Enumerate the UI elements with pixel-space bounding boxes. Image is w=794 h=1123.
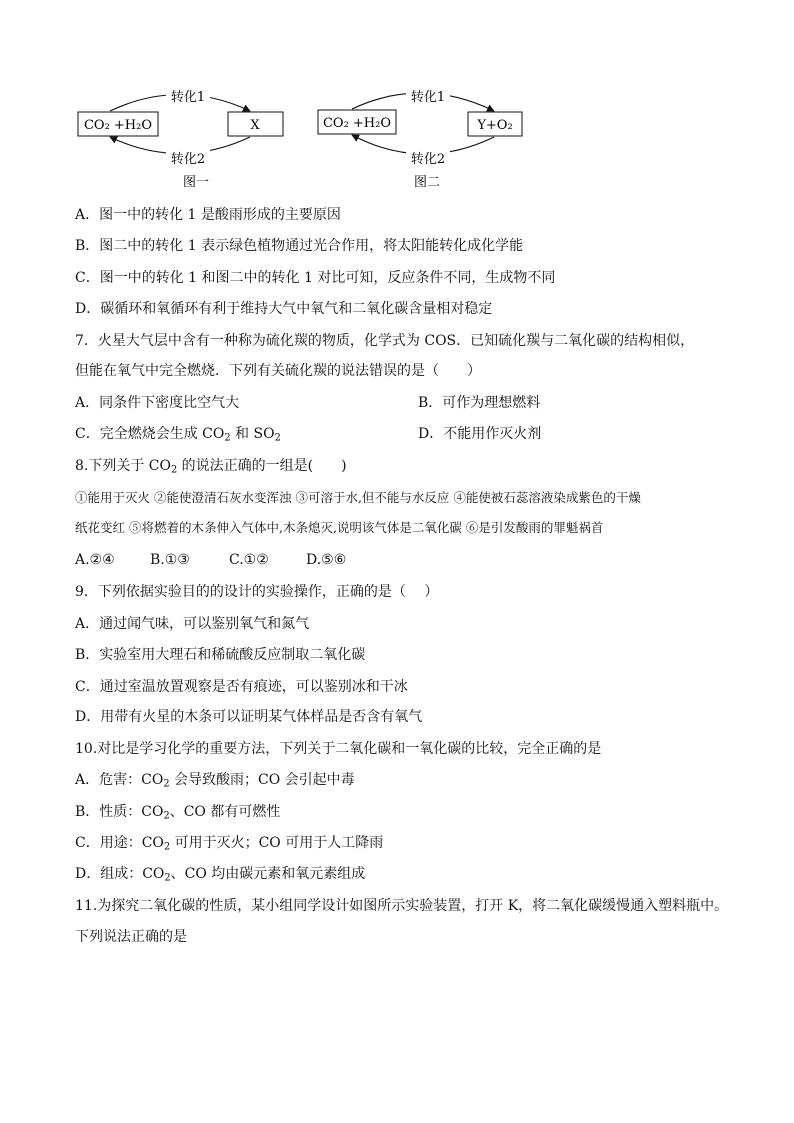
q9-option-a: A．通过闻气味，可以鉴别氧气和氮气	[75, 616, 310, 632]
q7-stem-line-1: 7．火星大气层中含有一种称为硫化羰的物质，化学式为 COS．已知硫化羰与二氧化碳的结构相似，	[75, 333, 695, 349]
fig2-arrow-bottom-label: 转化2	[410, 152, 446, 167]
q11-stem-line-2: 下列说法正确的是	[75, 929, 187, 945]
q8-stem: 8.下列关于 $CO_2$ 的说法正确的一组是( )	[75, 458, 347, 476]
fig2-arrow-top-label: 转化1	[410, 90, 446, 105]
fig1-caption: 图一	[182, 175, 210, 190]
q8-option-a: A.②④	[75, 552, 115, 568]
carbon-oxygen-cycle-diagrams	[70, 84, 550, 194]
q10-option-b: B．性质：$CO_2$、CO 都有可燃性	[75, 804, 281, 822]
fig1-arrow-top-label: 转化1	[170, 90, 206, 105]
q6-option-a: A．图一中的转化 1 是酸雨形成的主要原因	[75, 207, 341, 223]
q8-statements-line-2: 纸花变红 ⑤将燃着的木条伸入气体中,木条熄灭,说明该气体是二氧化碳 ⑥是引发酸雨的罪魁祸首	[75, 520, 604, 535]
q8-option-c: C.①②	[229, 552, 269, 568]
q7-option-b: B．可作为理想燃料	[418, 395, 541, 411]
fig1-arrow-bottom-label: 转化2	[170, 152, 206, 167]
figure-1	[78, 87, 283, 190]
fig2-left-box-label: CO₂ +H₂O	[322, 116, 392, 131]
q9-stem: 9．下列依据实验目的的设计的实验操作，正确的是（ ）	[75, 584, 439, 600]
q7-option-d: D．不能用作灭火剂	[418, 426, 542, 442]
fig2-caption: 图二	[413, 175, 441, 190]
q7-stem-line-2: 但能在氧气中完全燃烧．下列有关硫化羰的说法错误的是（ ）	[75, 363, 481, 379]
q6-option-b: B．图二中的转化 1 表示绿色植物通过光合作用，将太阳能转化成化学能	[75, 238, 524, 254]
q8-option-b: B.①③	[150, 552, 190, 568]
q9-option-b: B．实验室用大理石和稀硫酸反应制取二氧化碳	[75, 647, 366, 663]
q7-option-a: A．同条件下密度比空气大	[75, 395, 240, 411]
q10-stem: 10.对比是学习化学的重要方法，下列关于二氧化碳和一氧化碳的比较，完全正确的是	[75, 741, 602, 757]
fig2-right-box-label: Y+O₂	[477, 118, 513, 133]
q7-option-c: C．完全燃烧会生成 $CO_2$ 和 $SO_2$	[75, 426, 281, 444]
q8-option-d: D.⑤⑥	[306, 552, 347, 568]
q11-stem-line-1: 11.为探究二氧化碳的性质，某小组同学设计如图所示实验装置，打开 K，将二氧化碳缓慢通入塑料瓶中。	[75, 898, 729, 914]
q6-option-c: C．图一中的转化 1 和图二中的转化 1 对比可知，反应条件不同，生成物不同	[75, 270, 556, 286]
q9-option-c: C．通过室温放置观察是否有痕迹，可以鉴别冰和干冰	[75, 679, 408, 695]
figure-2	[318, 87, 522, 190]
q9-option-d: D．用带有火星的木条可以证明某气体样品是否含有氧气	[75, 709, 423, 725]
q10-option-a: A．危害：$CO_2$ 会导致酸雨；CO 会引起中毒	[75, 772, 355, 790]
q10-option-d: D．组成：$CO_2$、CO 均由碳元素和氧元素组成	[75, 866, 366, 884]
q8-statements-line-1: ①能用于灭火 ②能使澄清石灰水变浑浊 ③可溶于水,但不能与水反应 ④能使被石蕊溶液染成紫色的干燥	[75, 490, 641, 505]
fig1-right-box-label: X	[250, 118, 260, 133]
q10-option-c: C．用途：$CO_2$ 可用于灭火；CO 可用于人工降雨	[75, 835, 384, 853]
fig1-left-box-label: CO₂ +H₂O	[83, 118, 153, 133]
q6-option-d: D．碳循环和氧循环有利于维持大气中氧气和二氧化碳含量相对稳定	[75, 301, 493, 317]
